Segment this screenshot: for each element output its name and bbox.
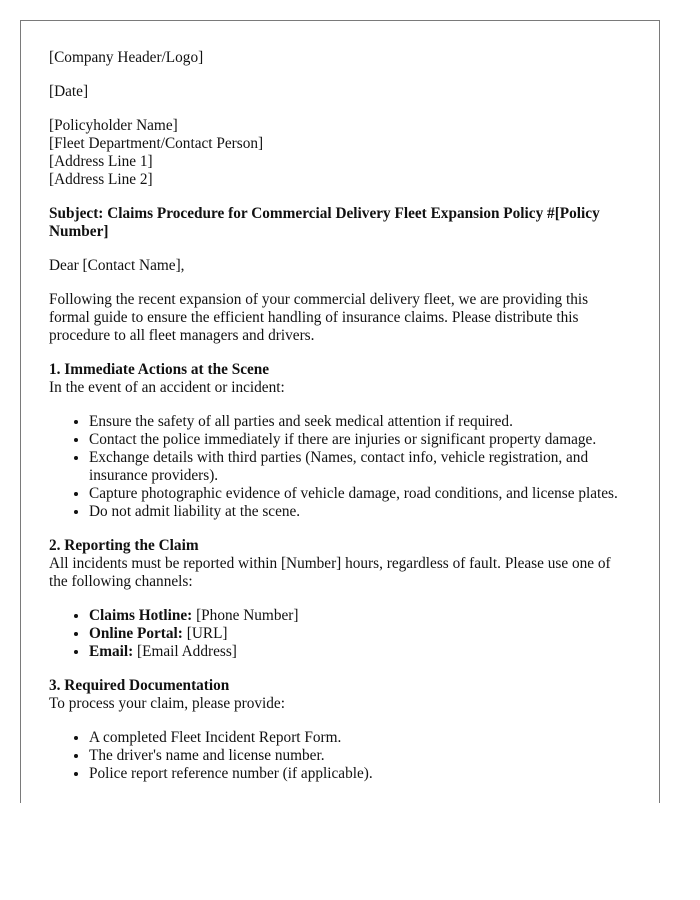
letter-content [21, 21, 659, 783]
list-item: • Ensure the safety of all parties and seek medical attention if required. [89, 413, 631, 431]
letter-subject: Subject: Claims Procedure for Commercial Delivery Fleet Expansion Policy #[Policy Number] [49, 205, 600, 240]
section-title: 1. Immediate Actions at the Scene [49, 361, 270, 378]
channel-portal [89, 625, 631, 643]
address-line: [Policyholder Name] [49, 117, 178, 134]
section-text: In the event of an accident or incident: [49, 379, 285, 396]
letter-page [20, 20, 660, 803]
bullet-list [49, 729, 631, 783]
section-title: 2. Reporting the Claim [49, 537, 199, 554]
list-item: • Exchange details with third parties (Names, contact info, vehicle registration, and insurance providers). [89, 449, 631, 485]
channel-hotline [89, 607, 631, 625]
company-header: [Company Header/Logo] [49, 49, 204, 66]
recipient-address [49, 117, 631, 189]
section-text: To process your claim, please provide: [49, 695, 285, 712]
section-reporting-claim [49, 537, 631, 661]
letter-date: [Date] [49, 83, 89, 100]
channel-value: [Phone Number] [192, 607, 299, 624]
channel-label: Claims Hotline: [89, 607, 193, 624]
list-item: • Capture photographic evidence of vehicle damage, road conditions, and license plates. [89, 485, 631, 503]
channel-value: [URL] [182, 625, 228, 642]
bullet-list [49, 413, 631, 521]
channel-list [49, 607, 631, 661]
channel-email [89, 643, 631, 661]
address-line: [Fleet Department/Contact Person] [49, 135, 264, 152]
section-title: 3. Required Documentation [49, 677, 230, 694]
address-line: [Address Line 1] [49, 153, 153, 170]
channel-label: Online Portal: [89, 625, 183, 642]
section-immediate-actions [49, 361, 631, 521]
intro-paragraph: Following the recent expansion of your commercial delivery fleet, we are providing this formal guide to ensure the efficient handling of insurance claims. Please distribute this procedure to all fleet managers and drivers. [49, 291, 589, 344]
list-item: • A completed Fleet Incident Report Form. [89, 729, 631, 747]
section-required-documentation [49, 677, 631, 783]
salutation: Dear [Contact Name], [49, 257, 185, 274]
channel-label: Email: [89, 643, 134, 660]
list-item: • Police report reference number (if applicable). [89, 765, 631, 783]
channel-value: [Email Address] [133, 643, 237, 660]
section-text: All incidents must be reported within [Number] hours, regardless of fault. Please use one of the following channels: [49, 555, 611, 590]
address-line: [Address Line 2] [49, 171, 153, 188]
list-item: • Do not admit liability at the scene. [89, 503, 631, 521]
list-item: • The driver's name and license number. [89, 747, 631, 765]
list-item: • Contact the police immediately if there are injuries or significant property damage. [89, 431, 631, 449]
